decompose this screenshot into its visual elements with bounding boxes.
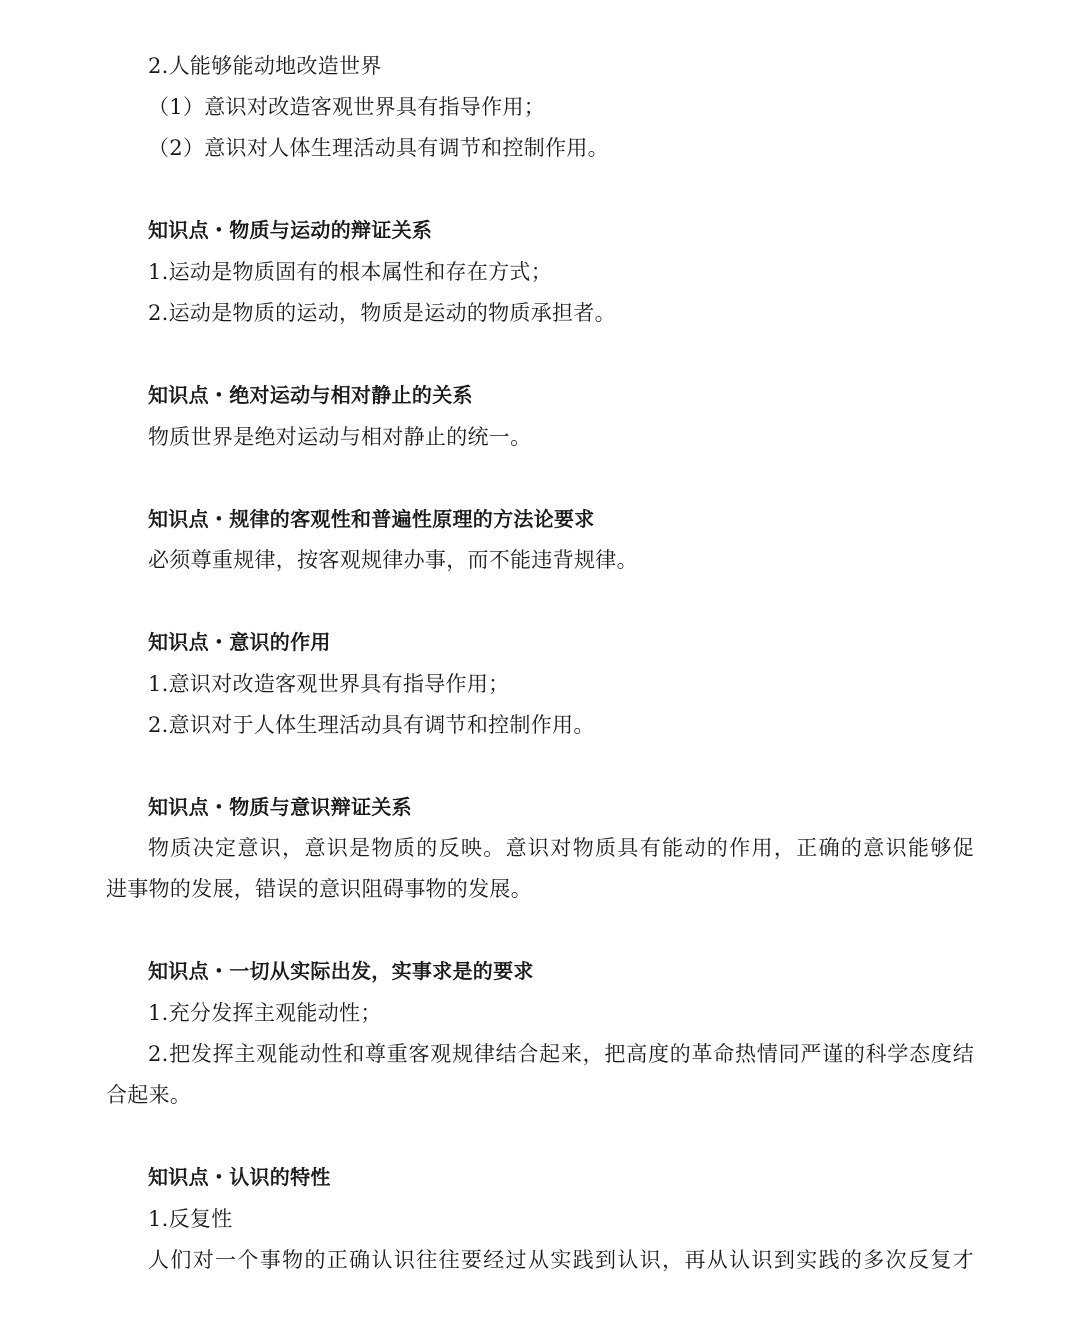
list-item: 合起来。 [106, 1083, 192, 1107]
list-item: （2）意识对人体生理活动具有调节和控制作用。 [148, 136, 609, 160]
list-item: 1.意识对改造客观世界具有指导作用； [148, 672, 510, 696]
section-heading: 知识点・意识的作用 [148, 630, 331, 654]
list-item: （1）意识对改造客观世界具有指导作用； [148, 95, 546, 119]
list-item: 2.把发挥主观能动性和尊重客观规律结合起来，把高度的革命热情同严谨的科学态度结 [148, 1042, 974, 1066]
list-item: 2.意识对于人体生理活动具有调节和控制作用。 [148, 713, 595, 737]
paragraph: 必须尊重规律，按客观规律办事，而不能违背规律。 [148, 548, 638, 572]
paragraph: 物质世界是绝对运动与相对静止的统一。 [148, 425, 532, 449]
paragraph: 物质决定意识，意识是物质的反映。意识对物质具有能动的作用，正确的意识能够促 [148, 836, 974, 860]
section-heading: 知识点・绝对运动与相对静止的关系 [148, 383, 473, 407]
list-item: 1.反复性 [148, 1207, 233, 1231]
list-item: 1.运动是物质固有的根本属性和存在方式； [148, 260, 553, 284]
section-heading: 知识点・物质与运动的辩证关系 [148, 218, 433, 242]
section-heading: 知识点・规律的客观性和普遍性原理的方法论要求 [148, 507, 595, 531]
section-heading: 知识点・认识的特性 [148, 1165, 331, 1189]
list-item: 1.充分发挥主观能动性； [148, 1001, 382, 1025]
paragraph: 进事物的发展，错误的意识阻碍事物的发展。 [106, 877, 532, 901]
paragraph: 人们对一个事物的正确认识往往要经过从实践到认识，再从认识到实践的多次反复才 [148, 1248, 974, 1272]
section-heading: 知识点・物质与意识辩证关系 [148, 795, 412, 819]
list-item: 2.人能够能动地改造世界 [148, 54, 382, 78]
section-heading: 知识点・一切从实际出发，实事求是的要求 [148, 959, 534, 983]
list-item: 2.运动是物质的运动，物质是运动的物质承担者。 [148, 301, 616, 325]
